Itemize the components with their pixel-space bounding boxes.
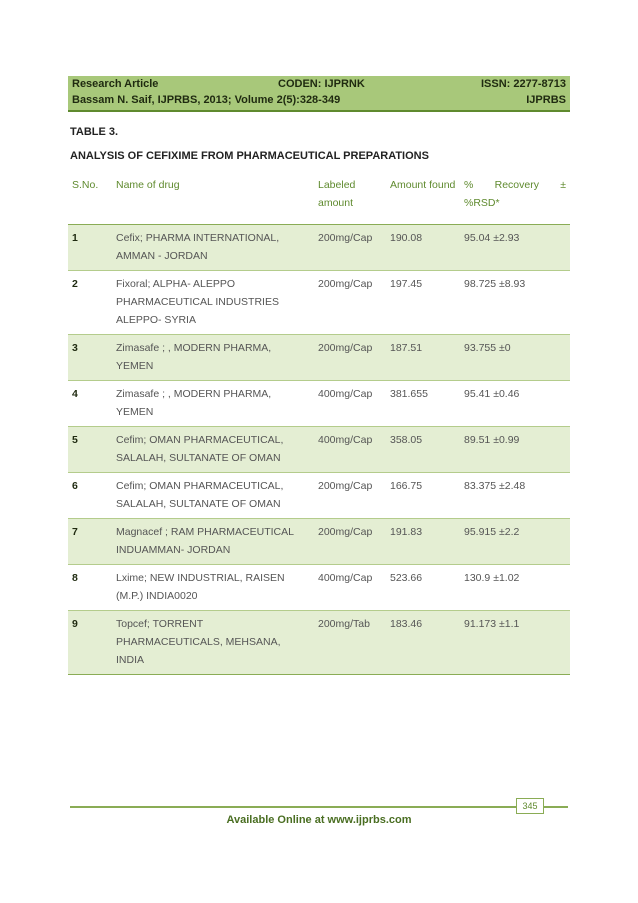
cell-sno: 7 xyxy=(68,519,112,565)
cell-labeled-amount: 400mg/Cap xyxy=(314,427,386,473)
footer-text: Available Online at www.ijprbs.com xyxy=(226,814,412,826)
results-table xyxy=(68,172,570,675)
cell-sno: 8 xyxy=(72,572,78,584)
col-sno: S.No. xyxy=(68,172,112,225)
journal-abbrev: IJPRBS xyxy=(526,94,566,106)
cell-drug-name: Cefim; OMAN PHARMACEUTICAL, SALALAH, SULTANATE OF OMAN xyxy=(112,427,314,473)
cell-amount-found: 381.655 xyxy=(390,388,428,400)
citation: Bassam N. Saif, IJPRBS, 2013; Volume 2(5):328-349 xyxy=(72,94,341,106)
table-row xyxy=(68,381,570,427)
cell-amount-found: 358.05 xyxy=(386,427,460,473)
cell-sno: 6 xyxy=(72,480,78,492)
cell-amount-found: 523.66 xyxy=(390,572,423,584)
table-body xyxy=(68,225,570,675)
cell-drug-name: Cefim; OMAN PHARMACEUTICAL, SALALAH, SULTANATE OF OMAN xyxy=(116,480,284,510)
cell-drug-name: Topcef; TORRENT PHARMACEUTICALS, MEHSANA, INDIA xyxy=(112,611,314,675)
table-title: ANALYSIS OF CEFIXIME FROM PHARMACEUTICAL PREPARATIONS xyxy=(70,150,429,162)
cell-amount-found: 191.83 xyxy=(386,519,460,565)
table-row xyxy=(68,427,570,473)
cell-recovery: 98.725 ±8.93 xyxy=(464,278,526,290)
cell-recovery: 93.755 ±0 xyxy=(460,335,570,381)
cell-labeled-amount: 200mg/Cap xyxy=(318,480,373,492)
table-row xyxy=(68,335,570,381)
cell-drug-name: Zimasafe ; , MODERN PHARMA, YEMEN xyxy=(112,335,314,381)
cell-recovery: 95.915 ±2.2 xyxy=(460,519,570,565)
cell-labeled-amount: 200mg/Cap xyxy=(314,519,386,565)
cell-amount-found: 166.75 xyxy=(390,480,423,492)
cell-amount-found: 183.46 xyxy=(386,611,460,675)
cell-labeled-amount: 200mg/Cap xyxy=(314,335,386,381)
article-type: Research Article xyxy=(72,78,159,90)
col-labeled: Labeled amount xyxy=(314,172,386,225)
col-recovery: % Recovery ± %RSD* xyxy=(460,172,570,225)
cell-sno: 4 xyxy=(72,388,78,400)
cell-drug-name: Fixoral; ALPHA- ALEPPO PHARMACEUTICAL INDUSTRIES ALEPPO- SYRIA xyxy=(116,278,279,326)
cell-recovery: 95.04 ±2.93 xyxy=(460,225,570,271)
cell-recovery: 89.51 ±0.99 xyxy=(460,427,570,473)
table-row xyxy=(68,565,570,611)
cell-recovery: 83.375 ±2.48 xyxy=(464,480,526,492)
cell-drug-name: Zimasafe ; , MODERN PHARMA, YEMEN xyxy=(116,388,272,418)
cell-amount-found: 190.08 xyxy=(386,225,460,271)
cell-labeled-amount: 200mg/Cap xyxy=(318,278,373,290)
table-row xyxy=(68,271,570,335)
cell-drug-name: Lxime; NEW INDUSTRIAL, RAISEN (M.P.) INDIA0020 xyxy=(116,572,285,602)
cell-sno: 9 xyxy=(68,611,112,675)
cell-amount-found: 197.45 xyxy=(390,278,423,290)
table-row xyxy=(68,611,570,675)
table-label: TABLE 3. xyxy=(70,126,119,138)
cell-recovery: 130.9 ±1.02 xyxy=(464,572,520,584)
col-name: Name of drug xyxy=(112,172,314,225)
table-row xyxy=(68,225,570,271)
cell-sno: 3 xyxy=(68,335,112,381)
table-header-row xyxy=(68,172,570,225)
cell-sno: 2 xyxy=(72,278,78,290)
cell-sno: 5 xyxy=(68,427,112,473)
table-row xyxy=(68,473,570,519)
cell-labeled-amount: 200mg/Tab xyxy=(314,611,386,675)
page-number: 345 xyxy=(516,798,544,814)
journal-header xyxy=(68,76,570,112)
cell-drug-name: Cefix; PHARMA INTERNATIONAL, AMMAN - JORDAN xyxy=(112,225,314,271)
cell-recovery: 95.41 ±0.46 xyxy=(464,388,520,400)
cell-amount-found: 187.51 xyxy=(386,335,460,381)
cell-labeled-amount: 400mg/Cap xyxy=(318,572,373,584)
header-row-1 xyxy=(68,76,570,92)
cell-labeled-amount: 200mg/Cap xyxy=(314,225,386,271)
header-row-2 xyxy=(68,92,570,108)
issn: ISSN: 2277-8713 xyxy=(481,78,566,90)
footer-divider xyxy=(70,806,568,808)
cell-recovery: 91.173 ±1.1 xyxy=(460,611,570,675)
coden: CODEN: IJPRNK xyxy=(278,78,365,90)
table-row xyxy=(68,519,570,565)
cell-drug-name: Magnacef ; RAM PHARMACEUTICAL INDUAMMAN- JORDAN xyxy=(112,519,314,565)
col-found: Amount found xyxy=(386,172,460,225)
cell-labeled-amount: 400mg/Cap xyxy=(318,388,373,400)
cell-sno: 1 xyxy=(68,225,112,271)
